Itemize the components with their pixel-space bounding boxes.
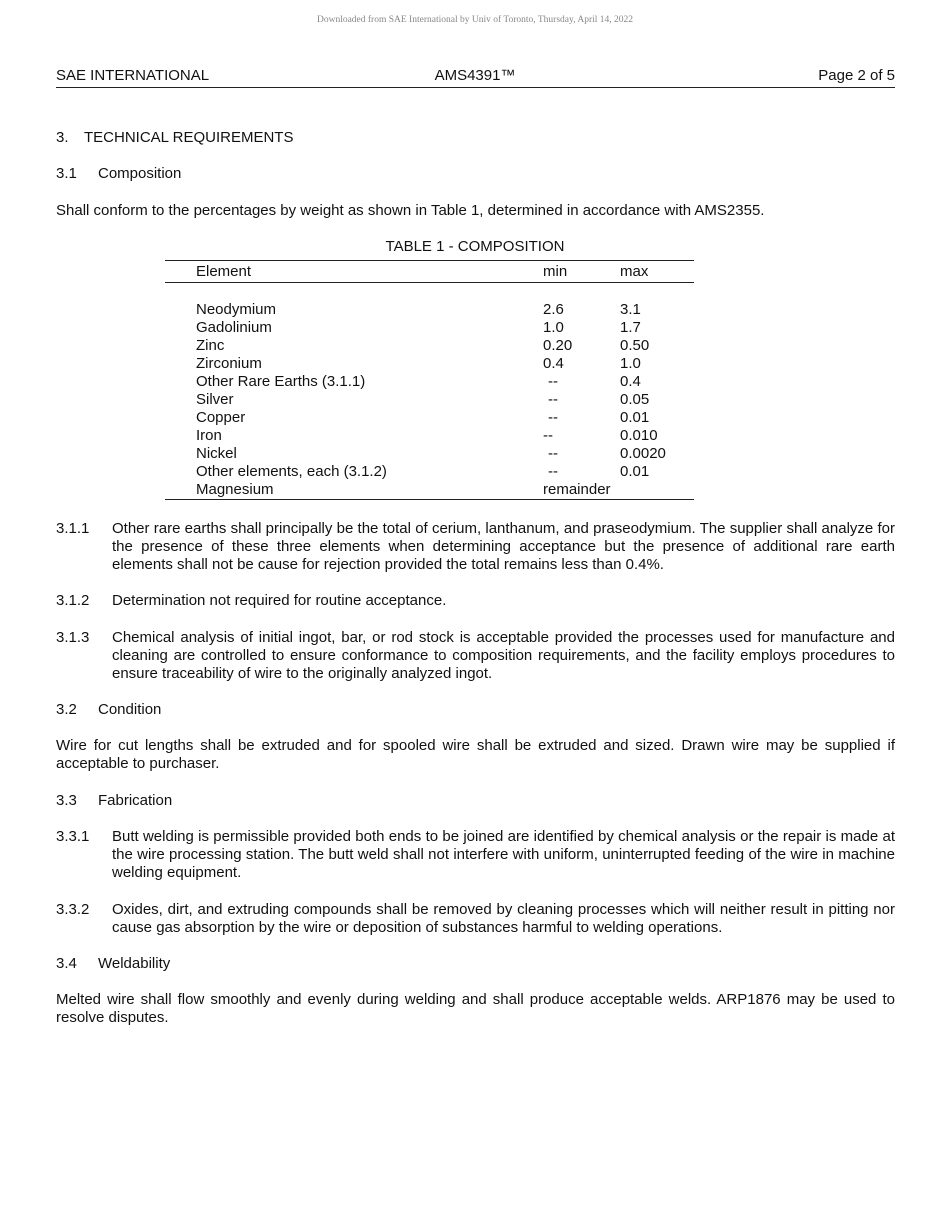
cell-max: 0.05	[620, 391, 650, 408]
section-text: Other rare earths shall principally be the total of cerium, lanthanum, and praseodymium. The supplier shall analyze for the presence of these three elements when determining acceptance but the presence of additional rare earth elements shall not be cause for rejection provided the total remains less than 0.4%.	[112, 520, 895, 573]
cell-min: remainder	[543, 481, 611, 498]
table-bottom-rule	[165, 499, 694, 500]
section-text: Butt welding is permissible provided both ends to be joined are identified by chemical analysis or the repair is made at the wire processing station. The butt weld shall not interfere with uniform, uninterrupted feeding of the wire in machine welding equipment.	[112, 828, 895, 881]
section-number: 3.1.3	[56, 629, 90, 646]
header-page-number: Page 2 of 5	[818, 67, 895, 84]
cell-max: 1.0	[620, 355, 641, 372]
table-row	[0, 373, 950, 391]
column-header-max: max	[620, 263, 649, 280]
cell-element: Magnesium	[196, 481, 274, 498]
header-document-id: AMS4391™	[434, 67, 516, 84]
cell-element: Other elements, each (3.1.2)	[196, 463, 387, 480]
cell-min: --	[543, 427, 553, 444]
cell-element: Zinc	[196, 337, 225, 354]
table-row	[0, 409, 950, 427]
section-number: 3.3.2	[56, 901, 90, 918]
section-3-4-text: Melted wire shall flow smoothly and evenly during welding and shall produce acceptable welds. ARP1876 may be used to resolve disputes.	[56, 991, 895, 1026]
section-number: 3.4	[56, 955, 77, 972]
section-text: Determination not required for routine acceptance.	[112, 592, 447, 609]
section-title: TECHNICAL REQUIREMENTS	[84, 129, 294, 146]
cell-min: --	[548, 445, 558, 462]
section-3-1-1	[56, 520, 895, 574]
section-number: 3.3	[56, 792, 77, 809]
download-watermark: Downloaded from SAE International by Univ of Toronto, Thursday, April 14, 2022	[316, 15, 634, 25]
header-rule	[56, 87, 895, 88]
table-row	[0, 355, 950, 373]
cell-max: 3.1	[620, 301, 641, 318]
cell-element: Other Rare Earths (3.1.1)	[196, 373, 366, 390]
cell-min: --	[548, 391, 558, 408]
cell-max: 0.01	[620, 409, 650, 426]
section-number: 3.	[56, 129, 69, 146]
table-row	[0, 319, 950, 337]
cell-min: 0.4	[543, 355, 564, 372]
section-3-1-2	[56, 592, 895, 610]
table-row	[0, 427, 950, 445]
table-header-row	[0, 263, 950, 281]
table-row	[0, 301, 950, 319]
cell-max: 0.01	[620, 463, 650, 480]
section-number: 3.1.2	[56, 592, 90, 609]
cell-max: 0.4	[620, 373, 641, 390]
table-row	[0, 445, 950, 463]
cell-min: --	[548, 463, 558, 480]
cell-element: Gadolinium	[196, 319, 272, 336]
table-header-rule	[165, 282, 694, 283]
cell-min: 2.6	[543, 301, 564, 318]
table-row	[0, 337, 950, 355]
section-text: Chemical analysis of initial ingot, bar, or rod stock is acceptable provided the processes used for manufacture and cleaning are controlled to ensure conformance to composition requirements, and the facility employs procedures to ensure traceability of wire to the originally analyzed ingot.	[112, 629, 895, 682]
section-title: Condition	[98, 701, 162, 718]
cell-min: --	[548, 373, 558, 390]
cell-element: Copper	[196, 409, 246, 426]
cell-min: 0.20	[543, 337, 573, 354]
cell-element: Neodymium	[196, 301, 277, 318]
table-row	[0, 391, 950, 409]
table-row	[0, 463, 950, 481]
cell-element: Nickel	[196, 445, 237, 462]
section-title: Composition	[98, 165, 182, 182]
cell-max: 1.7	[620, 319, 641, 336]
cell-element: Silver	[196, 391, 234, 408]
cell-max: 0.010	[620, 427, 658, 444]
section-title: Weldability	[98, 955, 171, 972]
section-3-1-3	[56, 629, 895, 683]
section-number: 3.2	[56, 701, 77, 718]
section-number: 3.3.1	[56, 828, 90, 845]
cell-max: 0.0020	[620, 445, 666, 462]
table-row	[0, 481, 950, 499]
section-number: 3.1.1	[56, 520, 90, 537]
cell-element: Zirconium	[196, 355, 262, 372]
section-3-1-text: Shall conform to the percentages by weight as shown in Table 1, determined in accordance with AMS2355.	[56, 202, 765, 219]
column-header-min: min	[543, 263, 568, 280]
table-caption: TABLE 1 - COMPOSITION	[385, 238, 565, 255]
header-organization: SAE INTERNATIONAL	[56, 67, 210, 84]
section-3-2-text: Wire for cut lengths shall be extruded and for spooled wire shall be extruded and sized. Drawn wire may be supplied if acceptable to purchaser.	[56, 737, 895, 772]
section-3-3-2	[56, 901, 895, 937]
section-3-3-1	[56, 828, 895, 882]
table-top-rule	[165, 260, 694, 261]
section-number: 3.1	[56, 165, 77, 182]
column-header-element: Element	[196, 263, 252, 280]
cell-min: --	[548, 409, 558, 426]
section-text: Oxides, dirt, and extruding compounds shall be removed by cleaning processes which will neither result in pitting nor cause gas absorption by the wire or deposition of substances harmful to welding operations.	[112, 901, 895, 936]
cell-max: 0.50	[620, 337, 650, 354]
section-title: Fabrication	[98, 792, 173, 809]
cell-min: 1.0	[543, 319, 564, 336]
cell-element: Iron	[196, 427, 222, 444]
